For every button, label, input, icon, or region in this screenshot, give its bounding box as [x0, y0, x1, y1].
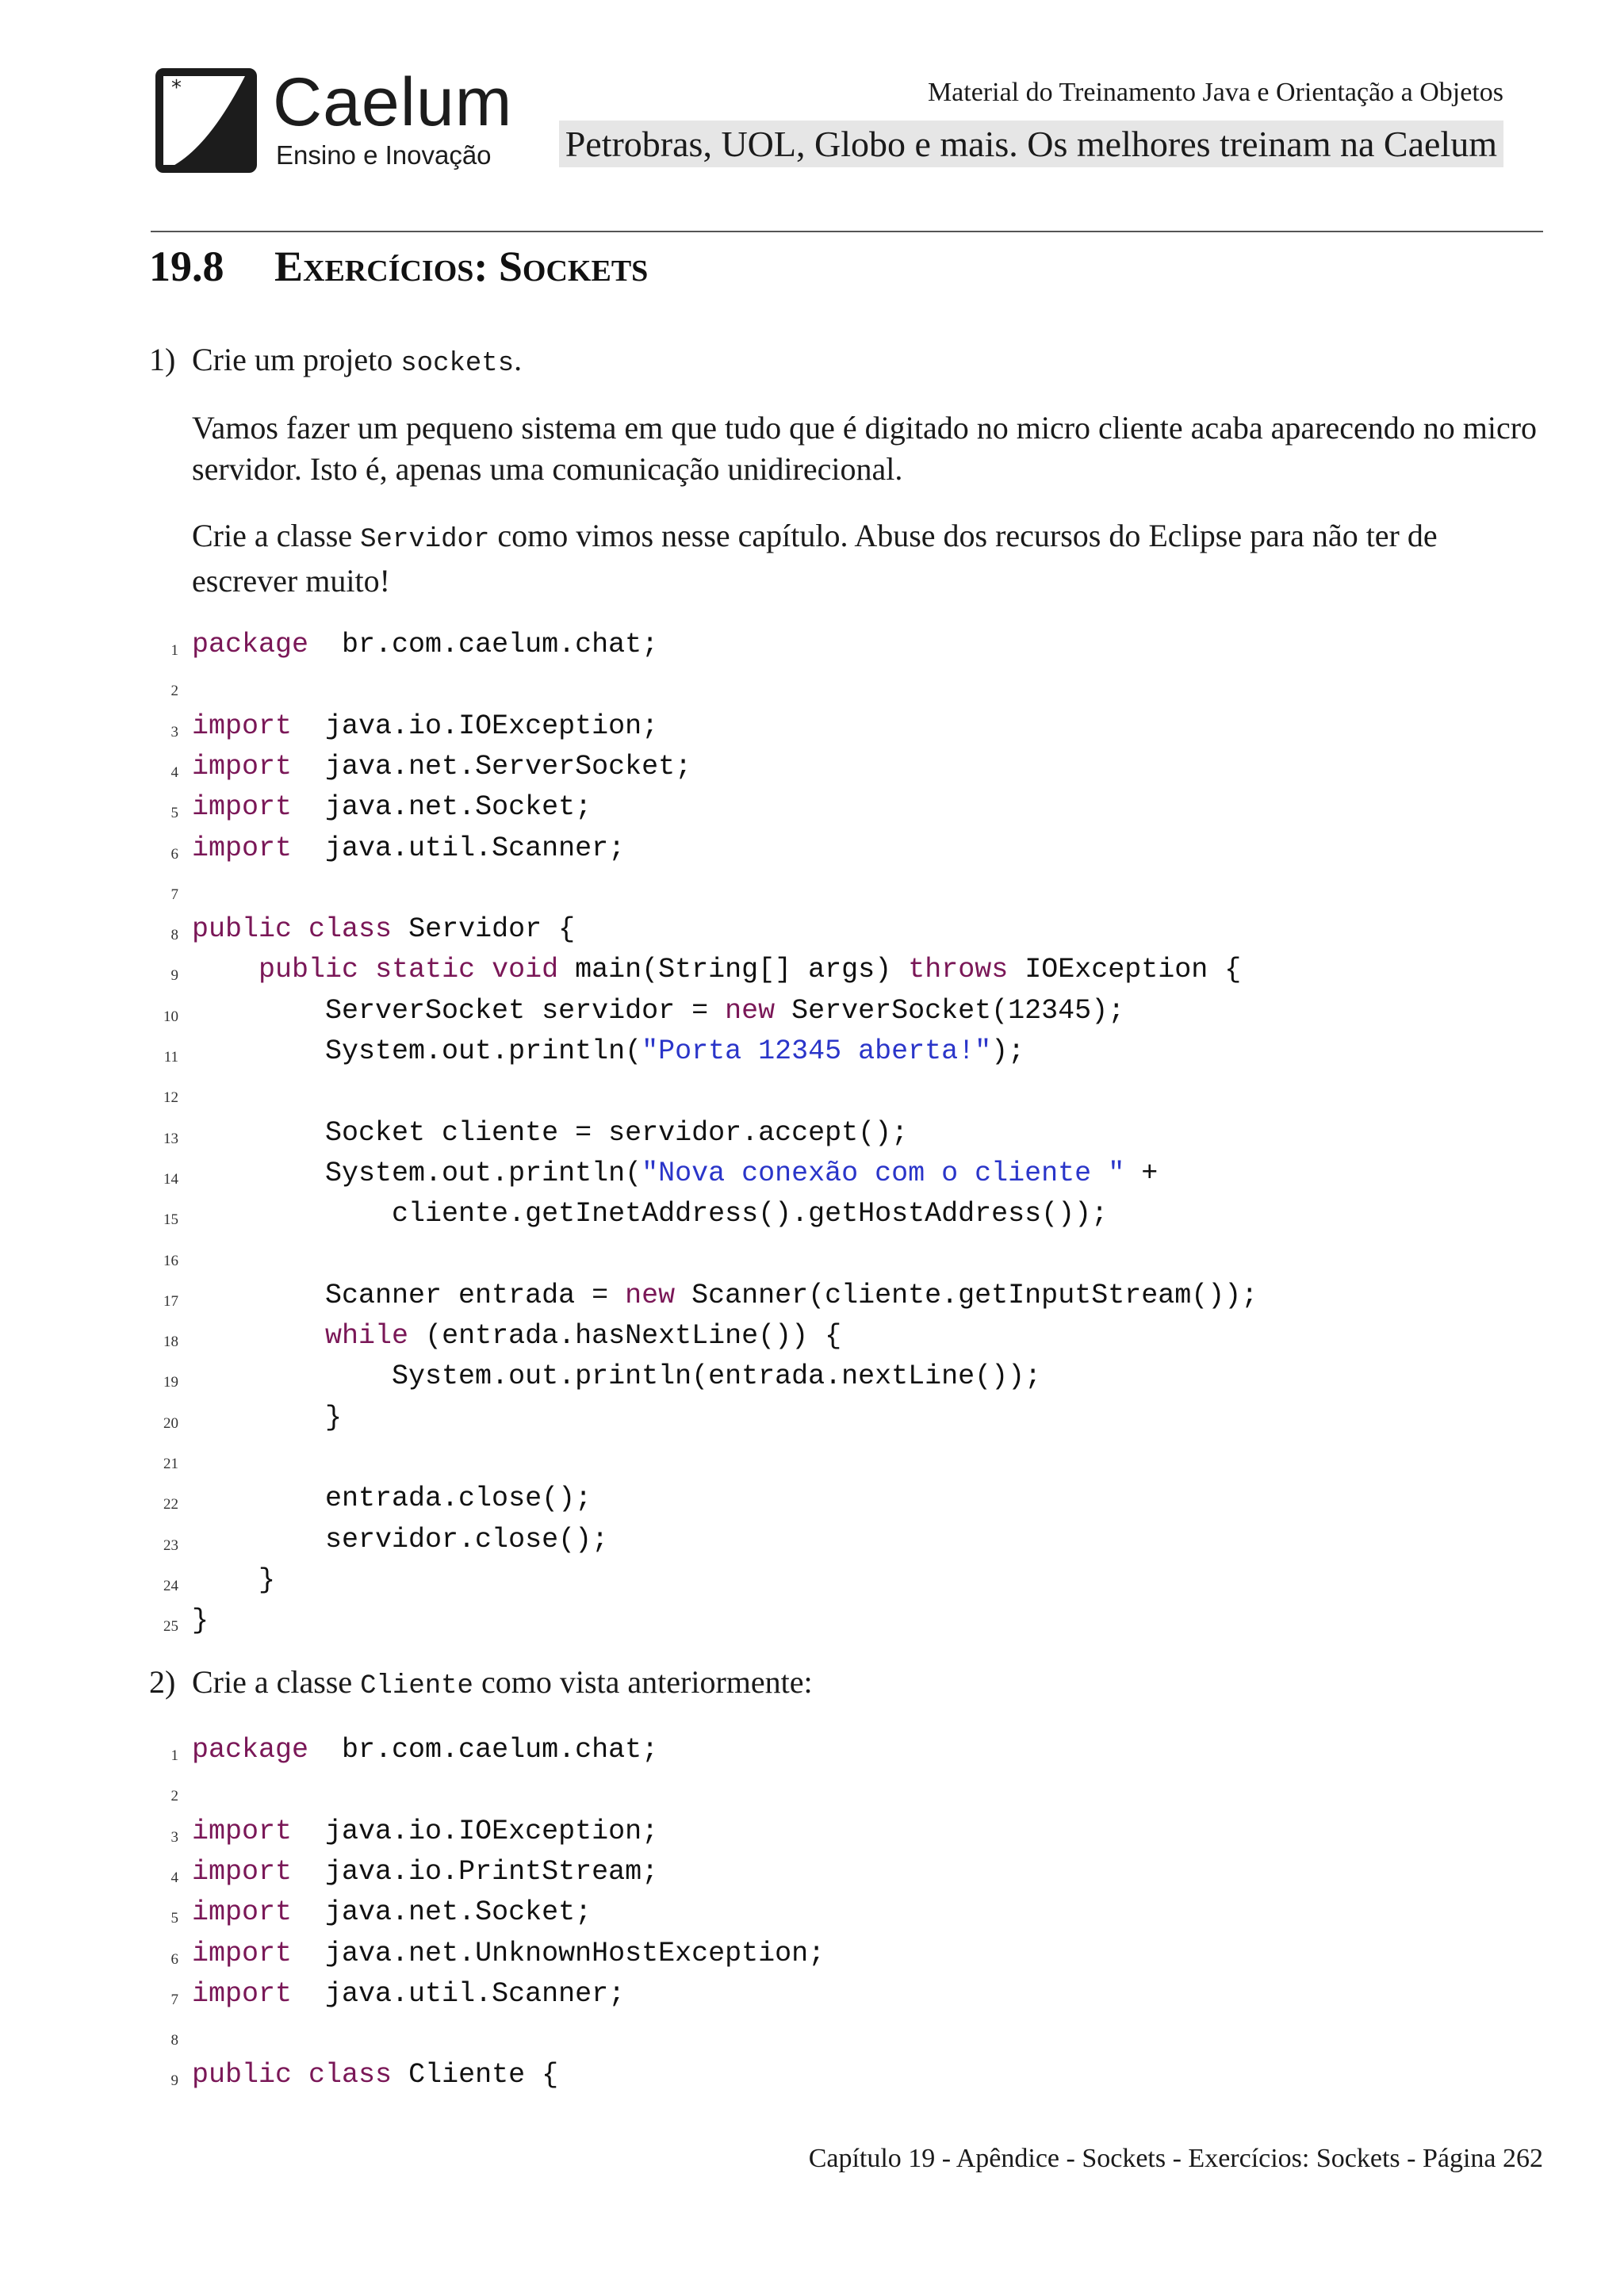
- item-1-paragraph-2-text: Crie a classe: [192, 518, 361, 553]
- code-keyword: import: [192, 1937, 293, 1969]
- code-token: ServerSocket(12345);: [775, 994, 1125, 1027]
- code-token: java.io.IOException;: [292, 1815, 659, 1847]
- code-token: [292, 913, 308, 945]
- code-token: (entrada.hasNextLine()) {: [408, 1320, 842, 1353]
- section-number: 19.8: [149, 243, 224, 290]
- servidor-line: [0, 1357, 1624, 1397]
- line-number: 16: [163, 1252, 178, 1269]
- line-number: 12: [163, 1089, 178, 1107]
- code-token: Socket cliente = servidor.accept();: [192, 1116, 909, 1149]
- code-token: br.com.caelum.chat;: [308, 629, 659, 660]
- line-number: 24: [163, 1577, 178, 1594]
- code-keyword: import: [192, 1896, 293, 1929]
- line-number: 22: [163, 1496, 178, 1513]
- servidor-line: [0, 787, 1624, 828]
- line-number: 8: [170, 927, 178, 944]
- code-token: System.out.println(entrada.nextLine());: [192, 1360, 1042, 1393]
- item-2-intro-code: Cliente: [360, 1671, 473, 1701]
- logo-mark: [155, 68, 257, 173]
- code-token: main(String[] args): [558, 954, 909, 986]
- code-keyword: import: [192, 710, 293, 742]
- code-token: [475, 954, 492, 985]
- code-text: [192, 1974, 625, 2015]
- servidor-line: [0, 1154, 1624, 1194]
- code-text: [192, 706, 658, 747]
- code-keyword: throws: [908, 954, 1009, 986]
- code-token: Servidor {: [392, 913, 576, 946]
- code-text: [192, 2055, 558, 2095]
- item-2-intro-text: Crie a classe: [192, 1664, 361, 1700]
- code-string: "Nova conexão com o cliente ": [642, 1157, 1125, 1189]
- cliente-line: [0, 1770, 1624, 1811]
- code-keyword: public: [259, 954, 359, 986]
- code-token: java.net.ServerSocket;: [292, 750, 692, 783]
- servidor-line: [0, 625, 1624, 665]
- line-number: 7: [170, 886, 178, 903]
- code-token: System.out.println(: [192, 1157, 642, 1189]
- code-text: [192, 1357, 1041, 1397]
- logo-name: Caelum: [273, 64, 513, 140]
- line-number: 10: [163, 1008, 178, 1025]
- item-1-paragraph-2: [192, 515, 1545, 602]
- item-2-intro-suffix: como vista anteriormente:: [473, 1664, 813, 1700]
- line-number: 2: [170, 1788, 178, 1805]
- item-1-intro-code: sockets: [400, 349, 515, 379]
- code-token: servidor.close();: [192, 1523, 609, 1556]
- line-number: 14: [163, 1170, 178, 1188]
- code-keyword: import: [192, 750, 293, 783]
- item-1-paragraph-1: Vamos fazer um pequeno sistema em que tudo que é digitado no micro cliente acaba aparecendo no micro servidor. Isto é, apenas uma comunicação unidirecional.: [192, 410, 1538, 487]
- code-text: [192, 991, 1124, 1031]
- cliente-line: [0, 1852, 1624, 1892]
- code-keyword: class: [308, 913, 393, 946]
- code-token: java.io.PrintStream;: [292, 1855, 659, 1888]
- line-number: 15: [163, 1211, 178, 1229]
- code-token: java.net.Socket;: [292, 791, 592, 824]
- code-text: [192, 1730, 658, 1770]
- code-keyword: void: [492, 954, 559, 986]
- line-number: 5: [170, 805, 178, 822]
- code-keyword: import: [192, 1815, 293, 1847]
- code-text: [192, 1316, 841, 1357]
- code-token: java.net.Socket;: [292, 1896, 592, 1929]
- code-text: [192, 828, 625, 869]
- item-1-intro-suffix: .: [514, 342, 523, 377]
- code-token: }: [192, 1401, 343, 1433]
- servidor-line: [0, 1316, 1624, 1357]
- code-text: [192, 909, 575, 950]
- code-token: );: [991, 1035, 1025, 1067]
- code-string: "Porta 12345 aberta!": [642, 1035, 992, 1067]
- code-keyword: static: [375, 954, 476, 986]
- code-keyword: public: [192, 913, 293, 946]
- line-number: 20: [163, 1414, 178, 1432]
- code-token: cliente.getInetAddress().getHostAddress());: [192, 1198, 1109, 1230]
- code-keyword: new: [725, 994, 776, 1027]
- code-token: java.util.Scanner;: [292, 1977, 626, 2010]
- servidor-line: [0, 1398, 1624, 1438]
- line-number: 4: [170, 1869, 178, 1886]
- code-token: }: [192, 1563, 276, 1596]
- line-number: 8: [170, 2032, 178, 2049]
- servidor-line: [0, 1560, 1624, 1601]
- code-text: [192, 1892, 592, 1933]
- servidor-line: [0, 747, 1624, 787]
- line-number: 4: [170, 763, 178, 781]
- header-title: Material do Treinamento Java e Orientação a Objetos: [927, 78, 1503, 107]
- line-number: 6: [170, 845, 178, 863]
- cliente-line: [0, 1934, 1624, 1974]
- item-2-intro: [192, 1663, 813, 1701]
- line-number: 9: [170, 2072, 178, 2090]
- servidor-line: [0, 950, 1624, 990]
- line-number: 13: [163, 1130, 178, 1147]
- code-keyword: while: [325, 1320, 409, 1353]
- code-token: Cliente {: [392, 2059, 559, 2091]
- cliente-line: [0, 2015, 1624, 2055]
- line-number: 3: [170, 1828, 178, 1846]
- code-text: [192, 1031, 1025, 1072]
- line-number: 1: [170, 1747, 178, 1764]
- section-title: Exercícios: Sockets: [274, 243, 649, 290]
- code-token: br.com.caelum.chat;: [308, 1734, 659, 1766]
- line-number: 7: [170, 1991, 178, 2008]
- code-token: Scanner entrada =: [192, 1279, 626, 1311]
- code-keyword: new: [625, 1279, 676, 1311]
- servidor-line: [0, 1438, 1624, 1479]
- code-keyword: class: [308, 2059, 393, 2091]
- code-keyword: import: [192, 1855, 293, 1888]
- page-footer: Capítulo 19 - Apêndice - Sockets - Exercícios: Sockets - Página 262: [808, 2144, 1543, 2173]
- servidor-line: [0, 1601, 1624, 1641]
- code-token: IOException {: [1008, 954, 1242, 986]
- line-number: 23: [163, 1536, 178, 1554]
- line-number: 6: [170, 1950, 178, 1968]
- code-token: java.net.UnknownHostException;: [292, 1937, 825, 1969]
- code-token: System.out.println(: [192, 1035, 642, 1067]
- code-token: }: [192, 1605, 209, 1637]
- code-token: java.util.Scanner;: [292, 832, 626, 864]
- code-keyword: package: [192, 629, 309, 660]
- item-1-paragraph-2-suffix: como vimos nesse capítulo. Abuse dos recursos do Eclipse para não ter de escrever muito!: [192, 518, 1438, 599]
- line-number: 5: [170, 1910, 178, 1927]
- line-number: 21: [163, 1456, 178, 1472]
- line-number: 3: [170, 723, 178, 740]
- header-banner: Petrobras, UOL, Globo e mais. Os melhores treinam na Caelum: [559, 121, 1503, 167]
- item-1-intro-text: Crie um projeto: [192, 342, 401, 377]
- code-text: [192, 747, 691, 787]
- code-token: java.io.IOException;: [292, 710, 659, 742]
- line-number: 2: [170, 683, 178, 700]
- servidor-line: [0, 1520, 1624, 1560]
- code-token: [292, 2059, 308, 2091]
- code-text: [192, 1934, 825, 1974]
- code-text: [192, 950, 1241, 990]
- code-text: [192, 1113, 908, 1154]
- code-text: [192, 1852, 658, 1892]
- logo-star-icon: *: [171, 76, 182, 100]
- servidor-line: [0, 1113, 1624, 1154]
- item-1-label: 1): [149, 342, 176, 377]
- code-text: [192, 1194, 1108, 1234]
- line-number: 19: [163, 1374, 178, 1391]
- servidor-line: [0, 1235, 1624, 1276]
- servidor-line: [0, 665, 1624, 706]
- cliente-line: [0, 1892, 1624, 1933]
- line-number: 9: [170, 967, 178, 985]
- code-text: [192, 625, 658, 665]
- servidor-line: [0, 1031, 1624, 1072]
- code-keyword: import: [192, 1977, 293, 2010]
- line-number: 17: [163, 1292, 178, 1310]
- code-token: [192, 1320, 325, 1352]
- code-token: Scanner(cliente.getInputStream());: [675, 1279, 1258, 1311]
- line-number: 25: [163, 1618, 178, 1636]
- line-number: 18: [163, 1334, 178, 1351]
- item-2-label: 2): [149, 1664, 176, 1700]
- code-keyword: import: [192, 791, 293, 824]
- code-text: [192, 1601, 209, 1641]
- code-text: [192, 1398, 342, 1438]
- code-token: ServerSocket servidor =: [192, 994, 726, 1027]
- servidor-line: [0, 869, 1624, 909]
- cliente-line: [0, 1974, 1624, 2015]
- code-text: [192, 1560, 275, 1601]
- code-text: [192, 1154, 1158, 1194]
- code-token: +: [1124, 1157, 1159, 1189]
- code-text: [192, 787, 592, 828]
- item-1-paragraph-2-code: Servidor: [360, 525, 490, 555]
- line-number: 1: [170, 642, 178, 659]
- servidor-line: [0, 1194, 1624, 1234]
- code-token: entrada.close();: [192, 1483, 592, 1515]
- code-text: [192, 1276, 1258, 1316]
- servidor-line: [0, 991, 1624, 1031]
- code-keyword: import: [192, 832, 293, 864]
- servidor-line: [0, 1276, 1624, 1316]
- code-keyword: package: [192, 1734, 309, 1766]
- line-number: 11: [163, 1049, 178, 1066]
- code-token: [358, 954, 375, 985]
- code-text: [192, 1479, 592, 1519]
- code-token: [192, 954, 259, 985]
- servidor-line: [0, 1072, 1624, 1112]
- servidor-line: [0, 706, 1624, 747]
- code-keyword: public: [192, 2059, 293, 2091]
- header-rule: [151, 231, 1543, 232]
- servidor-line: [0, 828, 1624, 869]
- code-text: [192, 1520, 608, 1560]
- cliente-line: [0, 1812, 1624, 1852]
- cliente-line: [0, 1730, 1624, 1770]
- cliente-line: [0, 2055, 1624, 2095]
- logo-tagline: Ensino e Inovação: [276, 140, 492, 170]
- servidor-line: [0, 1479, 1624, 1519]
- item-1-intro: [192, 341, 522, 379]
- servidor-line: [0, 909, 1624, 950]
- section-heading: [149, 242, 648, 291]
- code-text: [192, 1812, 658, 1852]
